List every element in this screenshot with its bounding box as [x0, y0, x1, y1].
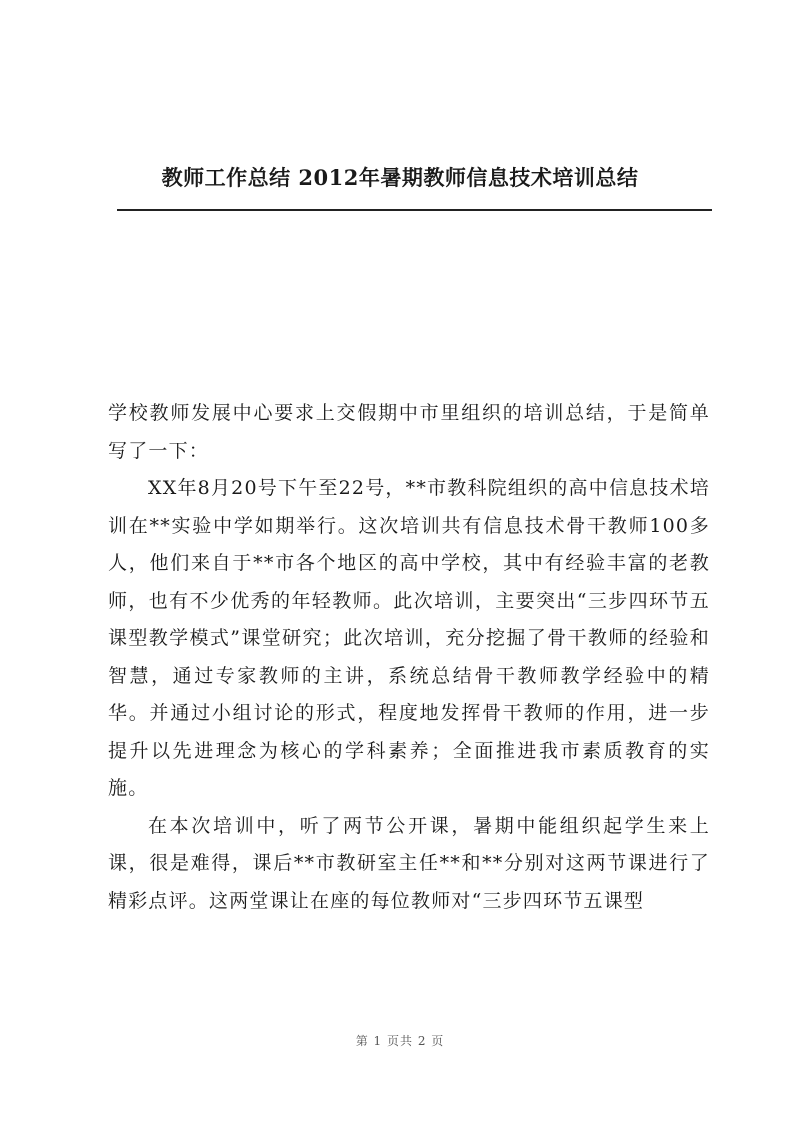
page-number-footer: 第 1 页共 2 页 — [355, 1034, 445, 1048]
document-title: 教师工作总结 2012年暑期教师信息技术培训总结 — [161, 165, 639, 190]
title-underline — [117, 209, 712, 211]
document-body — [108, 395, 710, 920]
paragraph-open-class: 在本次培训中，听了两节公开课，暑期中能组织起学生来上课，很是难得，课后**市教研室主任**和**分别对这两节课进行了精彩点评。这两堂课让在座的每位教师对“三步四环节五课型 — [108, 814, 710, 912]
paragraph-intro: 学校教师发展中心要求上交假期中市里组织的培训总结，于是简单写了一下： — [108, 402, 710, 462]
paragraph-training-overview: XX年8月20号下午至22号，**市教科院组织的高中信息技术培训在**实验中学如期举行。这次培训共有信息技术骨干教师100多人，他们来自于**市各个地区的高中学校，其中有经验丰富的老教师，也有不少优秀的年轻教师。此次培训，主要突出“三步四环节五课型教学模式”课堂研究；此次培训，充分挖掘了骨干教师的经验和智慧，通过专家教师的主讲，系统总结骨干教师教学经验中的精华。并通过小组讨论的形式，程度地发挥骨干教师的作用，进一步提升以先进理念为核心的学科素养；全面推进我市素质教育的实施。 — [108, 477, 710, 799]
